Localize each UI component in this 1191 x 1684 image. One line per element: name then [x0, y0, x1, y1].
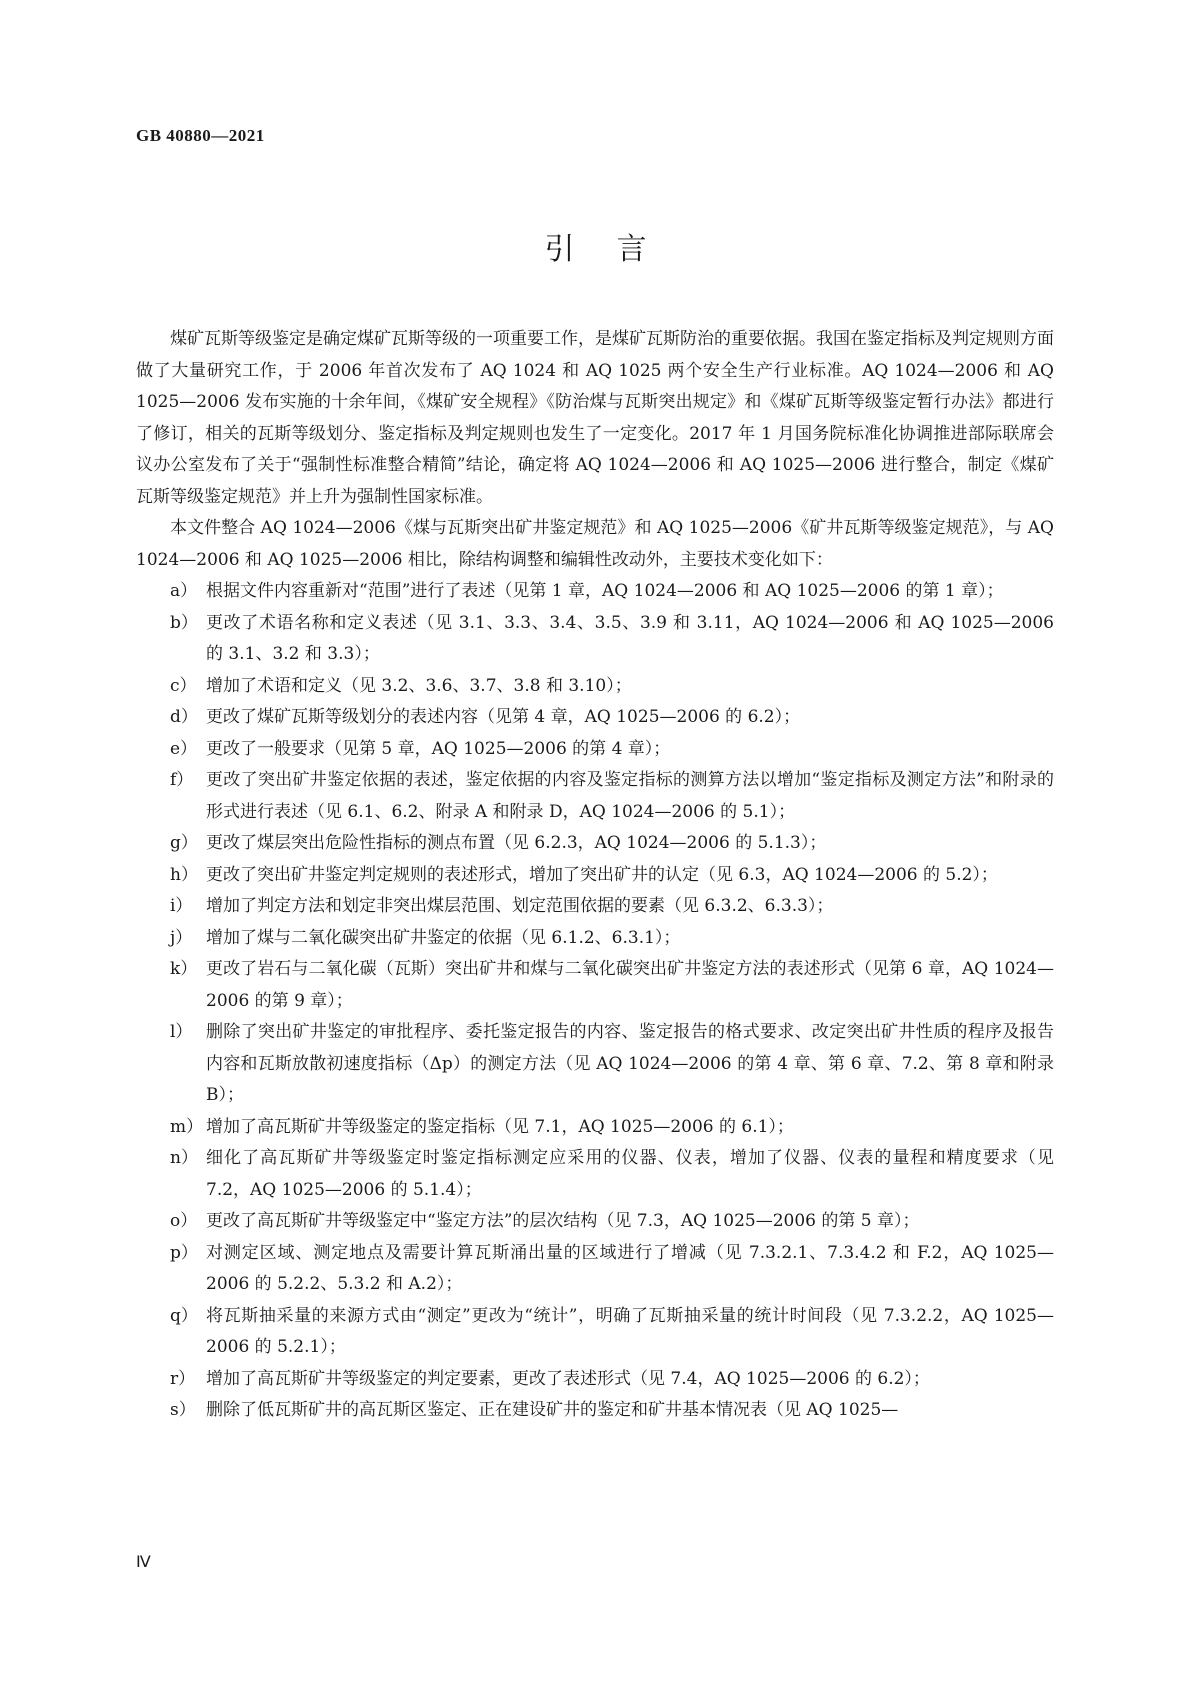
- page-number: Ⅳ: [136, 1554, 151, 1571]
- list-item: [136, 608, 1054, 671]
- list-item-text: 更改了突出矿井鉴定依据的表述，鉴定依据的内容及鉴定指标的测算方法以增加“鉴定指标及测定方法”和附录的形式进行表述（见 6.1、6.2、附录 A 和附录 D，AQ 1024—2006 的 5.1）；: [206, 770, 1054, 822]
- list-item-marker: g）: [170, 833, 198, 853]
- intro-paragraph: 煤矿瓦斯等级鉴定是确定煤矿瓦斯等级的一项重要工作，是煤矿瓦斯防治的重要依据。我国在鉴定指标及判定规则方面做了大量研究工作，于 2006 年首次发布了 AQ 1024 和 AQ 1025 两个安全生产行业标准。AQ 1024—2006 和 AQ 1025—2006 发布实施的十余年间，《煤矿安全规程》《防治煤与瓦斯突出规定》和《煤矿瓦斯等级鉴定暂行办法》都进行了修订，相关的瓦斯等级划分、鉴定指标及判定规则也发生了一定变化。2017 年 1 月国务院标准化协调推进部际联席会议办公室发布了关于“强制性标准整合精简”结论，确定将 AQ 1024—2006 和 AQ 1025—2006 进行整合，制定《煤矿瓦斯等级鉴定规范》并上升为强制性国家标准。: [136, 329, 1054, 507]
- list-item-marker: p）: [170, 1242, 198, 1263]
- list-item-marker: n）: [170, 1148, 198, 1168]
- list-item-text: 更改了一般要求（见第 5 章，AQ 1025—2006 的第 4 章）；: [206, 738, 671, 759]
- list-item-text: 增加了煤与二氧化碳突出矿井鉴定的依据（见 6.1.2、6.3.1）；: [206, 927, 681, 948]
- list-item-marker: l）: [170, 1022, 193, 1042]
- list-item: [136, 1238, 1054, 1301]
- list-item-text: 删除了低瓦斯矿井的高瓦斯区鉴定、正在建设矿井的鉴定和矿井基本情况表（见 AQ 1025—: [206, 1400, 899, 1420]
- list-item: [136, 1364, 1054, 1396]
- list-item-text: 更改了煤矿瓦斯等级划分的表述内容（见第 4 章，AQ 1025—2006 的 6.2）；: [206, 707, 801, 727]
- list-item-text: 细化了高瓦斯矿井等级鉴定时鉴定指标测定应采用的仪器、仪表，增加了仪器、仪表的量程和精度要求（见 7.2，AQ 1025—2006 的 5.1.4）；: [206, 1148, 1054, 1200]
- changes-intro-paragraph: 本文件整合 AQ 1024—2006《煤与瓦斯突出矿井鉴定规范》和 AQ 1025—2006《矿井瓦斯等级鉴定规范》，与 AQ 1024—2006 和 AQ 1025—2006 相比，除结构调整和编辑性改动外，主要技术变化如下：: [136, 518, 1054, 570]
- list-item: [136, 576, 1054, 608]
- list-item-text: 删除了突出矿井鉴定的审批程序、委托鉴定报告的内容、鉴定报告的格式要求、改定突出矿井性质的程序及报告内容和瓦斯放散初速度指标（Δp）的测定方法（见 AQ 1024—2006 的第 4 章、第 6 章、7.2、第 8 章和附录 B）；: [206, 1022, 1054, 1105]
- list-item: [136, 828, 1054, 860]
- list-item-marker: k）: [170, 959, 198, 979]
- list-item: [136, 923, 1054, 955]
- list-item: [136, 734, 1054, 766]
- list-item: [136, 765, 1054, 828]
- list-item-marker: q）: [170, 1305, 198, 1326]
- list-item: [136, 891, 1054, 923]
- list-item-text: 更改了术语名称和定义表述（见 3.1、3.3、3.4、3.5、3.9 和 3.11，AQ 1024—2006 和 AQ 1025—2006 的 3.1、3.2 和 3.3）；: [206, 612, 1054, 664]
- list-item-text: 更改了突出矿井鉴定判定规则的表述形式，增加了突出矿井的认定（见 6.3，AQ 1024—2006 的 5.2）；: [206, 864, 998, 885]
- list-item-text: 根据文件内容重新对“范围”进行了表述（见第 1 章，AQ 1024—2006 和 AQ 1025—2006 的第 1 章）；: [206, 581, 1004, 601]
- list-item-text: 对测定区域、测定地点及需要计算瓦斯涌出量的区域进行了增减（见 7.3.2.1、7.3.4.2 和 F.2，AQ 1025—2006 的 5.2.2、5.3.2 和 A.2）；: [206, 1242, 1054, 1294]
- list-item-text: 更改了煤层突出危险性指标的测点布置（见 6.2.3，AQ 1024—2006 的 5.1.3）；: [206, 833, 827, 853]
- list-item: [136, 671, 1054, 703]
- list-item: [136, 954, 1054, 1017]
- changes-list: [136, 576, 1054, 1427]
- list-item-marker: c）: [170, 675, 197, 696]
- list-item: [136, 1143, 1054, 1206]
- standard-code: GB 40880—2021: [136, 126, 265, 145]
- list-item: [136, 1206, 1054, 1238]
- list-item-marker: d）: [170, 707, 198, 727]
- list-item-marker: s）: [170, 1400, 196, 1420]
- list-item-marker: e）: [170, 738, 198, 759]
- list-item-marker: a）: [170, 581, 198, 601]
- list-item-text: 增加了术语和定义（见 3.2、3.6、3.7、3.8 和 3.10）；: [206, 675, 632, 696]
- list-item-marker: f）: [170, 770, 194, 790]
- list-item-marker: i）: [170, 896, 193, 916]
- list-item: [136, 1112, 1054, 1144]
- list-item-text: 更改了岩石与二氧化碳（瓦斯）突出矿井和煤与二氧化碳突出矿井鉴定方法的表述形式（见第 6 章，AQ 1024—2006 的第 9 章）；: [206, 959, 1054, 1011]
- list-item-marker: b）: [170, 612, 198, 633]
- list-item: [136, 702, 1054, 734]
- list-item-text: 增加了高瓦斯矿井等级鉴定的鉴定指标（见 7.1，AQ 1025—2006 的 6.1）；: [206, 1116, 794, 1137]
- list-item: [136, 1017, 1054, 1112]
- list-item-marker: o）: [170, 1211, 198, 1231]
- list-item: [136, 1301, 1054, 1364]
- list-item-marker: m）: [170, 1116, 204, 1137]
- list-item: [136, 1395, 1054, 1427]
- list-item-marker: r）: [170, 1368, 196, 1389]
- list-item-text: 将瓦斯抽采量的来源方式由“测定”更改为“统计”，明确了瓦斯抽采量的统计时间段（见 7.3.2.2，AQ 1025—2006 的 5.2.1）；: [206, 1305, 1054, 1357]
- list-item: [136, 860, 1054, 892]
- list-item-marker: j）: [170, 927, 193, 948]
- list-item-text: 增加了高瓦斯矿井等级鉴定的判定要素，更改了表述形式（见 7.4，AQ 1025—2006 的 6.2）；: [206, 1368, 930, 1389]
- list-item-text: 增加了判定方法和划定非突出煤层范围、划定范围依据的要素（见 6.3.2、6.3.3）；: [206, 896, 834, 916]
- body-text: [136, 324, 1054, 1427]
- list-item-text: 更改了高瓦斯矿井等级鉴定中“鉴定方法”的层次结构（见 7.3，AQ 1025—2006 的第 5 章）；: [206, 1211, 920, 1231]
- list-item-marker: h）: [170, 864, 198, 885]
- page-title: 引言: [544, 232, 689, 267]
